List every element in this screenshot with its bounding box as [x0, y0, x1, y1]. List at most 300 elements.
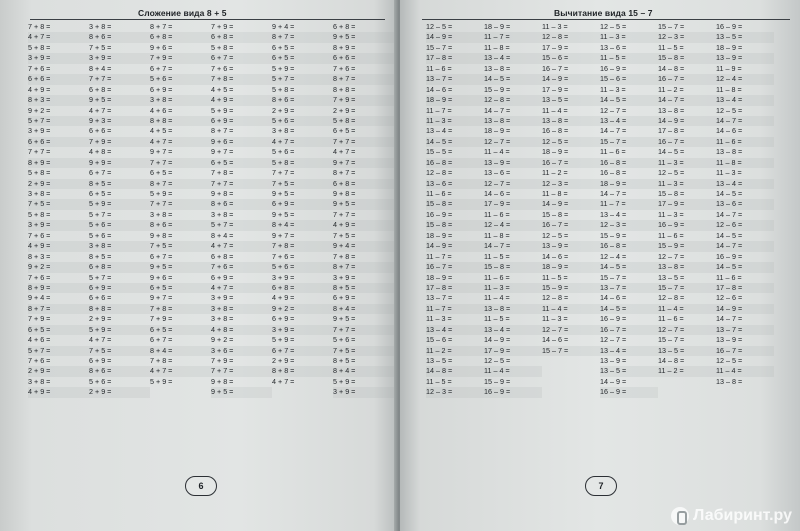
exercise-item: 7 + 5 = [272, 179, 333, 189]
exercise-item: 11 – 4 = [484, 293, 510, 303]
exercise-item: 14 – 7 = [716, 209, 743, 219]
exercise-item: 7 + 5 = [28, 199, 89, 209]
exercise-item: 9 + 9 = [89, 158, 150, 168]
exercise-item: 12 – 8 = [484, 95, 542, 105]
exercise-item: 5 + 7 = [211, 220, 272, 230]
exercise-item: 4 + 7 = [150, 366, 211, 376]
exercise-item: 4 + 9 = [272, 293, 295, 303]
exercise-item: 9 + 7 = [150, 293, 173, 303]
exercise-item: 14 – 8 = [658, 356, 685, 365]
exercise-item: 13 – 4 = [600, 209, 627, 219]
exercise-item: 9 + 4 = [272, 22, 295, 31]
exercise-item: 16 – 8 = [542, 126, 569, 136]
exercise-item: 7 + 6 = [211, 63, 234, 73]
exercise-item: 9 + 6 = [211, 137, 272, 147]
page-title: Сложение вида 8 + 5 [138, 8, 227, 18]
exercise-item: 8 + 7 = [333, 168, 356, 178]
exercise-item: 17 – 8 = [716, 283, 774, 293]
exercise-item: 4 + 7 = [89, 105, 112, 115]
exercise-item: 3 + 9 = [333, 387, 394, 397]
exercise-item: 12 – 7 = [600, 105, 627, 115]
exercise-item: 12 – 7 = [658, 325, 716, 335]
exercise-item: 6 + 8 = [211, 251, 234, 261]
exercise-item: 11 – 8 = [716, 84, 742, 94]
exercise-item: 12 – 4 = [484, 220, 542, 230]
exercise-grid [426, 22, 774, 398]
exercise-item: 6 + 6 = [89, 293, 112, 303]
exercise-item: 12 – 6 = [716, 293, 743, 303]
exercise-item: 16 – 9 = [600, 63, 627, 73]
exercise-item: 13 – 8 = [716, 147, 743, 157]
exercise-item: 3 + 8 = [211, 314, 234, 324]
exercise-item: 13 – 9 = [542, 241, 600, 251]
exercise-item: 8 + 4 = [333, 304, 394, 314]
exercise-item: 15 – 8 = [658, 189, 685, 198]
exercise-item: 13 – 8 = [484, 116, 542, 126]
exercise-item: 13 – 5 = [542, 95, 600, 105]
exercise-item: 5 + 6 = [333, 335, 356, 345]
exercise-item: 13 – 7 = [600, 283, 658, 293]
exercise-item: 8 + 7 = [333, 74, 394, 84]
exercise-item: 8 + 6 = [89, 366, 150, 376]
exercise-item: 9 + 7 = [150, 147, 173, 157]
exercise-item: 9 + 5 = [333, 314, 356, 324]
exercise-item: 12 – 7 = [484, 137, 542, 147]
exercise-item: 11 – 3 = [716, 168, 742, 178]
exercise-item: 4 + 5 = [211, 84, 234, 94]
exercise-item: 5 + 9 = [89, 325, 150, 335]
exercise-item: 13 – 7 = [426, 74, 484, 84]
exercise-item: 14 – 7 = [600, 189, 627, 198]
exercise-item: 8 + 4 = [211, 230, 234, 240]
exercise-item: 18 – 9 = [426, 272, 453, 282]
exercise-item: 14 – 6 = [542, 335, 569, 345]
exercise-item: 11 – 8 = [484, 42, 510, 52]
exercise-item: 16 – 9 = [658, 220, 716, 230]
exercise-item: 6 + 8 = [333, 179, 394, 189]
exercise-item: 4 + 6 = [28, 335, 51, 345]
exercise-item: 5 + 6 = [272, 116, 333, 126]
exercise-item: 11 – 3 = [426, 314, 452, 324]
exercise-column [89, 22, 150, 398]
exercise-item: 15 – 7 = [600, 137, 658, 147]
exercise-item: 12 – 5 = [716, 105, 743, 115]
exercise-item: 14 – 5 = [600, 95, 658, 105]
exercise-item: 13 – 6 = [426, 179, 484, 189]
exercise-item: 12 – 4 = [716, 74, 774, 84]
exercise-item: 14 – 7 = [484, 105, 511, 115]
exercise-item: 12 – 5 = [542, 230, 569, 240]
exercise-item: 11 – 3 = [658, 209, 684, 219]
exercise-item: 9 + 3 = [89, 116, 150, 126]
exercise-item: 11 – 4 = [542, 304, 600, 314]
exercise-column [542, 22, 600, 398]
exercise-item: 3 + 8 = [28, 189, 51, 198]
exercise-item: 16 – 7 = [658, 74, 716, 84]
exercise-item: 7 + 7 = [89, 74, 150, 84]
exercise-item: 4 + 9 = [28, 241, 89, 251]
watermark [671, 507, 792, 525]
exercise-item: 3 + 8 = [89, 241, 150, 251]
exercise-item: 12 – 8 = [658, 293, 685, 303]
exercise-item: 5 + 9 = [89, 199, 150, 209]
exercise-item: 6 + 9 = [272, 314, 295, 324]
exercise-item: 15 – 9 = [542, 283, 600, 293]
exercise-item: 7 + 9 = [150, 314, 173, 324]
exercise-item: 18 – 9 = [542, 147, 569, 157]
exercise-item: 7 + 5 = [150, 241, 211, 251]
exercise-item: 4 + 7 = [272, 137, 333, 147]
exercise-item: 4 + 9 = [211, 95, 272, 105]
exercise-item: 15 – 9 = [484, 376, 511, 386]
exercise-item: 11 – 2 = [426, 346, 484, 356]
exercise-item: 4 + 9 = [28, 387, 89, 397]
exercise-item: 9 + 8 = [333, 189, 356, 198]
exercise-item: 6 + 7 = [150, 335, 173, 345]
exercise-item: 4 + 7 = [89, 335, 112, 345]
exercise-item: 8 + 3 = [28, 251, 51, 261]
exercise-item: 7 + 7 = [28, 147, 51, 157]
labirint-logo-icon [671, 507, 689, 525]
exercise-item: 5 + 7 = [272, 74, 333, 84]
exercise-item: 9 + 5 = [89, 95, 150, 105]
exercise-column [716, 22, 774, 398]
exercise-item: 7 + 6 = [28, 356, 51, 365]
exercise-item: 9 + 4 = [28, 293, 51, 303]
exercise-item: 16 – 8 = [600, 241, 658, 251]
exercise-item: 3 + 9 = [211, 293, 234, 303]
exercise-item: 11 – 4 = [484, 147, 510, 157]
exercise-item: 8 + 5 = [89, 251, 112, 261]
exercise-item: 9 + 8 = [150, 230, 173, 240]
exercise-item: 17 – 8 = [658, 126, 685, 136]
exercise-item: 3 + 8 = [28, 376, 51, 386]
exercise-item: 9 + 8 = [211, 376, 234, 386]
exercise-item: 7 + 9 = [150, 53, 211, 63]
exercise-item: 9 + 2 = [28, 105, 51, 115]
exercise-item: 6 + 8 = [89, 84, 112, 94]
exercise-item: 11 – 8 = [484, 230, 510, 240]
exercise-item: 16 – 9 = [600, 387, 658, 397]
exercise-item: 7 + 5 = [89, 42, 112, 52]
exercise-item: 4 + 7 = [211, 241, 272, 251]
exercise-item: 7 + 5 = [333, 346, 394, 356]
exercise-item: 14 – 7 = [716, 241, 774, 251]
exercise-item: 16 – 7 = [542, 220, 600, 230]
exercise-item: 13 – 4 = [484, 53, 542, 63]
exercise-column [150, 22, 211, 398]
exercise-item: 11 – 7 = [426, 304, 484, 314]
exercise-item: 8 + 5 = [333, 283, 394, 293]
exercise-column [426, 22, 484, 398]
exercise-item: 12 – 5 = [484, 356, 511, 365]
exercise-item: 12 – 3 = [426, 387, 484, 397]
exercise-item: 11 – 3 = [542, 22, 568, 31]
exercise-item: 13 – 4 = [426, 126, 453, 136]
exercise-item: 11 – 8 = [542, 189, 568, 198]
exercise-column [333, 22, 394, 398]
exercise-item: 15 – 7 = [658, 283, 716, 293]
exercise-item: 14 – 7 = [600, 126, 627, 136]
exercise-item: 3 + 8 = [211, 209, 234, 219]
exercise-item: 12 – 7 = [658, 251, 685, 261]
exercise-item: 12 – 5 = [658, 168, 685, 178]
exercise-item: 11 – 4 = [484, 366, 542, 376]
exercise-item: 11 – 5 = [484, 314, 510, 324]
exercise-item: 11 – 9 = [716, 63, 742, 73]
exercise-item: 13 – 8 = [484, 63, 511, 73]
exercise-item: 7 + 6 = [272, 251, 295, 261]
exercise-item: 8 + 6 = [89, 32, 150, 42]
exercise-item: 15 – 7 = [600, 272, 627, 282]
exercise-item: 8 + 7 = [211, 126, 234, 136]
exercise-item: 11 – 2 = [658, 366, 716, 376]
exercise-item: 17 – 9 = [658, 199, 716, 209]
exercise-item: 8 + 4 = [150, 346, 211, 356]
exercise-item: 12 – 3 = [658, 32, 716, 42]
page-number: 7 [585, 476, 617, 496]
exercise-item: 11 – 3 = [658, 158, 716, 168]
exercise-item: 16 – 9 = [716, 251, 743, 261]
exercise-item: 8 + 5 = [89, 179, 150, 189]
exercise-item: 8 + 6 = [150, 220, 211, 230]
exercise-item: 14 – 9 = [426, 32, 484, 42]
exercise-item: 16 – 8 = [600, 158, 658, 168]
exercise-item: 13 – 7 = [716, 325, 774, 335]
exercise-item: 11 – 6 = [484, 272, 510, 282]
exercise-item: 7 + 5 = [333, 230, 356, 240]
exercise-item: 9 + 2 = [28, 262, 89, 272]
exercise-item: 3 + 9 = [89, 53, 150, 63]
exercise-item: 15 – 5 = [426, 147, 453, 157]
exercise-item: 7 + 6 = [28, 272, 51, 282]
exercise-item: 2 + 9 = [272, 356, 295, 365]
exercise-item: 13 – 4 = [426, 325, 484, 335]
exercise-item: 5 + 7 = [89, 272, 112, 282]
exercise-item: 8 + 7 = [150, 22, 173, 31]
exercise-item: 11 – 6 = [658, 314, 684, 324]
exercise-item: 13 – 6 = [484, 168, 511, 178]
exercise-item: 6 + 5 = [150, 168, 173, 178]
exercise-item: 15 – 8 = [484, 262, 542, 272]
exercise-item: 7 + 9 = [28, 314, 51, 324]
exercise-column [600, 22, 658, 398]
exercise-item: 13 – 8 = [542, 116, 600, 126]
exercise-item: 11 – 4 = [716, 366, 774, 376]
exercise-item: 16 – 9 = [600, 314, 627, 324]
exercise-item: 11 – 7 = [484, 32, 542, 42]
exercise-item: 12 – 7 = [600, 335, 627, 345]
exercise-item: 14 – 5 = [716, 230, 743, 240]
exercise-item: 2 + 9 = [28, 179, 89, 189]
exercise-item: 12 – 8 = [542, 32, 600, 42]
exercise-item: 11 – 2 = [542, 168, 568, 178]
exercise-item: 3 + 8 = [150, 209, 173, 219]
exercise-item: 14 – 7 = [484, 241, 542, 251]
exercise-item: 7 + 9 = [89, 137, 150, 147]
exercise-item: 16 – 8 = [426, 158, 484, 168]
exercise-item: 6 + 6 = [89, 126, 112, 136]
exercise-item: 6 + 9 = [211, 116, 272, 126]
exercise-item: 13 – 4 = [716, 95, 774, 105]
exercise-item: 17 – 9 = [542, 84, 569, 94]
exercise-item: 12 – 3 = [542, 179, 600, 189]
exercise-item: 4 + 8 = [89, 147, 112, 157]
exercise-item: 11 – 3 = [426, 116, 484, 126]
exercise-item: 14 – 9 = [542, 74, 600, 84]
exercise-item: 7 + 7 = [333, 137, 394, 147]
exercise-item: 8 + 9 = [333, 42, 356, 52]
exercise-item: 11 – 4 = [542, 105, 568, 115]
exercise-item: 15 – 8 = [426, 220, 484, 230]
exercise-item: 11 – 5 = [542, 272, 568, 282]
exercise-item: 6 + 6 = [28, 137, 89, 147]
exercise-item: 7 + 9 = [211, 22, 234, 31]
exercise-item: 12 – 5 = [600, 22, 627, 31]
exercise-item: 5 + 8 = [272, 84, 295, 94]
exercise-item: 4 + 7 = [211, 283, 272, 293]
exercise-item: 2 + 9 = [272, 105, 295, 115]
exercise-item: 5 + 7 = [28, 116, 89, 126]
exercise-item: 11 – 6 = [484, 209, 510, 219]
exercise-item: 6 + 9 = [150, 84, 173, 94]
exercise-item: 9 + 7 = [333, 158, 394, 168]
exercise-item: 6 + 5 = [211, 158, 272, 168]
exercise-item: 17 – 9 = [542, 42, 569, 52]
exercise-item: 8 + 4 = [272, 220, 333, 230]
exercise-item: 18 – 9 = [484, 126, 511, 136]
exercise-item: 11 – 6 = [426, 63, 452, 73]
title-rule [30, 19, 385, 20]
exercise-item: 7 + 8 = [150, 304, 211, 314]
exercise-item: 7 + 7 = [333, 325, 394, 335]
exercise-item: 17 – 8 = [426, 53, 484, 63]
exercise-item: 5 + 8 = [211, 42, 234, 52]
exercise-item: 7 + 5 = [89, 346, 150, 356]
exercise-item: 7 + 7 = [150, 199, 211, 209]
exercise-item: 15 – 7 = [542, 346, 600, 356]
exercise-item: 12 – 6 = [716, 220, 774, 230]
exercise-item: 13 – 9 = [484, 158, 542, 168]
exercise-item: 14 – 5 = [658, 147, 685, 157]
exercise-item: 5 + 8 = [28, 209, 51, 219]
exercise-item: 3 + 9 = [28, 126, 51, 136]
exercise-item: 16 – 7 = [600, 325, 658, 335]
title-rule [422, 19, 790, 20]
exercise-column [484, 22, 542, 398]
exercise-item: 13 – 8 = [658, 262, 716, 272]
exercise-item: 11 – 2 = [658, 84, 684, 94]
exercise-item: 8 + 7 = [150, 179, 211, 189]
exercise-item: 5 + 6 = [89, 230, 112, 240]
exercise-item: 11 – 7 = [426, 105, 452, 115]
exercise-item: 14 – 6 = [426, 84, 453, 94]
exercise-item: 14 – 5 = [484, 74, 542, 84]
watermark-text: Лабиринт.ру [693, 507, 792, 524]
exercise-item: 3 + 8 = [150, 95, 211, 105]
exercise-item: 7 + 7 = [333, 209, 356, 219]
exercise-item: 3 + 6 = [211, 346, 272, 356]
exercise-item: 5 + 6 = [150, 74, 211, 84]
exercise-item: 9 + 5 = [333, 32, 394, 42]
exercise-item: 7 + 8 = [28, 22, 51, 31]
exercise-column [272, 22, 333, 398]
exercise-column [28, 22, 89, 398]
exercise-item: 9 + 6 = [150, 42, 173, 52]
exercise-item: 4 + 5 = [150, 126, 173, 136]
exercise-item: 6 + 9 = [333, 293, 356, 303]
exercise-item: 16 – 7 = [542, 63, 569, 73]
exercise-item: 15 – 6 = [600, 74, 658, 84]
exercise-item: 14 – 5 = [600, 304, 658, 314]
exercise-item: 13 – 8 = [484, 304, 542, 314]
exercise-item: 9 + 5 = [211, 387, 272, 397]
exercise-item: 5 + 9 = [150, 376, 173, 386]
exercise-item: 15 – 9 = [658, 241, 716, 251]
exercise-item: 5 + 8 = [28, 168, 51, 178]
exercise-item: 6 + 8 = [89, 262, 150, 272]
exercise-item: 7 + 7 = [150, 158, 211, 168]
exercise-item: 16 – 9 = [716, 22, 743, 31]
exercise-item: 8 + 8 = [272, 366, 333, 376]
exercise-item: 7 + 9 = [211, 356, 234, 365]
exercise-item: 5 + 7 = [89, 209, 112, 219]
exercise-item: 11 – 3 = [658, 179, 716, 189]
exercise-item: 17 – 9 = [484, 346, 542, 356]
exercise-item: 6 + 8 = [150, 32, 211, 42]
exercise-item: 4 + 7 = [28, 32, 89, 42]
exercise-item: 9 + 4 = [333, 241, 394, 251]
exercise-item: 13 – 4 = [600, 116, 658, 126]
exercise-item: 6 + 8 = [333, 22, 356, 31]
exercise-item: 5 + 6 = [89, 376, 112, 386]
page-number: 6 [185, 476, 217, 496]
exercise-item: 12 – 7 = [484, 179, 542, 189]
exercise-column [658, 22, 716, 398]
exercise-item: 12 – 3 = [600, 220, 658, 230]
exercise-item: 13 – 4 = [484, 325, 542, 335]
exercise-item: 6 + 7 = [89, 168, 112, 178]
exercise-item: 5 + 6 = [89, 220, 150, 230]
exercise-item: 7 + 7 = [211, 179, 272, 189]
exercise-item: 13 – 9 = [600, 356, 627, 365]
exercise-item: 7 + 6 = [333, 63, 356, 73]
exercise-item: 5 + 8 = [28, 42, 51, 52]
exercise-item: 13 – 7 = [426, 293, 453, 303]
exercise-item: 7 + 6 = [211, 262, 272, 272]
exercise-item: 7 + 9 = [333, 95, 394, 105]
exercise-item: 11 – 4 = [658, 304, 716, 314]
exercise-item: 16 – 9 = [426, 209, 453, 219]
exercise-item: 16 – 9 = [484, 387, 542, 397]
exercise-item: 16 – 7 = [426, 262, 484, 272]
exercise-item: 13 – 9 = [716, 53, 774, 63]
exercise-item: 18 – 9 = [426, 95, 484, 105]
exercise-item: 11 – 8 = [716, 158, 774, 168]
exercise-item: 5 + 9 = [272, 335, 295, 345]
exercise-item: 14 – 6 = [600, 293, 627, 303]
exercise-item: 7 + 8 = [272, 241, 333, 251]
exercise-item: 7 + 6 = [28, 63, 51, 73]
exercise-item: 12 – 8 = [542, 293, 569, 303]
exercise-item: 6 + 5 = [150, 325, 211, 335]
exercise-item: 11 – 6 = [600, 147, 626, 157]
exercise-item: 12 – 5 = [426, 22, 453, 31]
exercise-item: 6 + 8 = [272, 283, 333, 293]
exercise-item: 9 + 5 = [333, 199, 394, 209]
exercise-item: 13 – 8 = [658, 105, 685, 115]
exercise-item: 3 + 9 = [28, 220, 89, 230]
